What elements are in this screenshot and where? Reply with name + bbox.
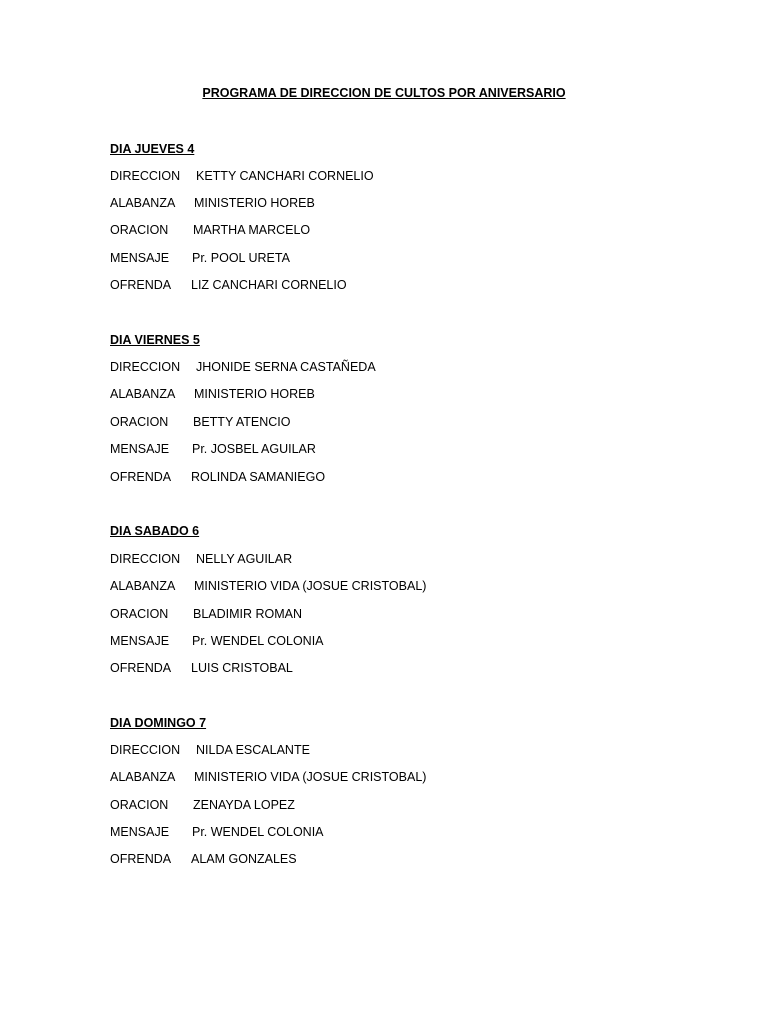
- person-name: MINISTERIO HOREB: [194, 196, 315, 210]
- role-label-ofrenda: OFRENDA: [110, 852, 172, 866]
- person-name: NILDA ESCALANTE: [196, 743, 310, 757]
- person-name: Pr. POOL URETA: [192, 251, 290, 265]
- role-label-alabanza: ALABANZA: [110, 387, 176, 401]
- role-label-mensaje: MENSAJE: [110, 251, 170, 265]
- person-name: Pr. JOSBEL AGUILAR: [192, 442, 316, 456]
- person-name: Pr. WENDEL COLONIA: [192, 825, 324, 839]
- role-label-mensaje: MENSAJE: [110, 634, 170, 648]
- person-name: LIZ CANCHARI CORNELIO: [191, 278, 347, 292]
- role-label-direccion: DIRECCION: [110, 743, 181, 757]
- person-name: ALAM GONZALES: [191, 852, 297, 866]
- person-name: BETTY ATENCIO: [193, 415, 291, 429]
- role-label-mensaje: MENSAJE: [110, 442, 170, 456]
- role-label-oracion: ORACION: [110, 223, 169, 237]
- person-name: BLADIMIR ROMAN: [193, 607, 303, 621]
- person-name: LUIS CRISTOBAL: [191, 661, 293, 675]
- day-heading-viernes: DIA VIERNES 5: [110, 333, 200, 347]
- role-label-direccion: DIRECCION: [110, 552, 181, 566]
- role-label-direccion: DIRECCION: [110, 360, 181, 374]
- role-label-mensaje: MENSAJE: [110, 825, 170, 839]
- role-label-alabanza: ALABANZA: [110, 196, 176, 210]
- role-label-oracion: ORACION: [110, 415, 169, 429]
- person-name: MINISTERIO VIDA (JOSUE CRISTOBAL): [194, 579, 427, 593]
- person-name: ROLINDA SAMANIEGO: [191, 470, 326, 484]
- person-name: ZENAYDA LOPEZ: [193, 798, 295, 812]
- role-label-alabanza: ALABANZA: [110, 770, 176, 784]
- role-label-ofrenda: OFRENDA: [110, 470, 172, 484]
- role-label-ofrenda: OFRENDA: [110, 661, 172, 675]
- role-label-oracion: ORACION: [110, 607, 169, 621]
- person-name: NELLY AGUILAR: [196, 552, 293, 566]
- role-label-oracion: ORACION: [110, 798, 169, 812]
- person-name: KETTY CANCHARI CORNELIO: [196, 169, 374, 183]
- person-name: MARTHA MARCELO: [193, 223, 311, 237]
- role-label-ofrenda: OFRENDA: [110, 278, 172, 292]
- person-name: JHONIDE SERNA CASTAÑEDA: [196, 360, 376, 374]
- person-name: Pr. WENDEL COLONIA: [192, 634, 324, 648]
- day-heading-jueves: DIA JUEVES 4: [110, 142, 195, 156]
- role-label-alabanza: ALABANZA: [110, 579, 176, 593]
- document-title: PROGRAMA DE DIRECCION DE CULTOS POR ANIVERSARIO: [202, 86, 566, 100]
- person-name: MINISTERIO VIDA (JOSUE CRISTOBAL): [194, 770, 427, 784]
- day-heading-domingo: DIA DOMINGO 7: [110, 716, 207, 730]
- role-label-direccion: DIRECCION: [110, 169, 181, 183]
- day-heading-sabado: DIA SABADO 6: [110, 524, 200, 538]
- person-name: MINISTERIO HOREB: [194, 387, 315, 401]
